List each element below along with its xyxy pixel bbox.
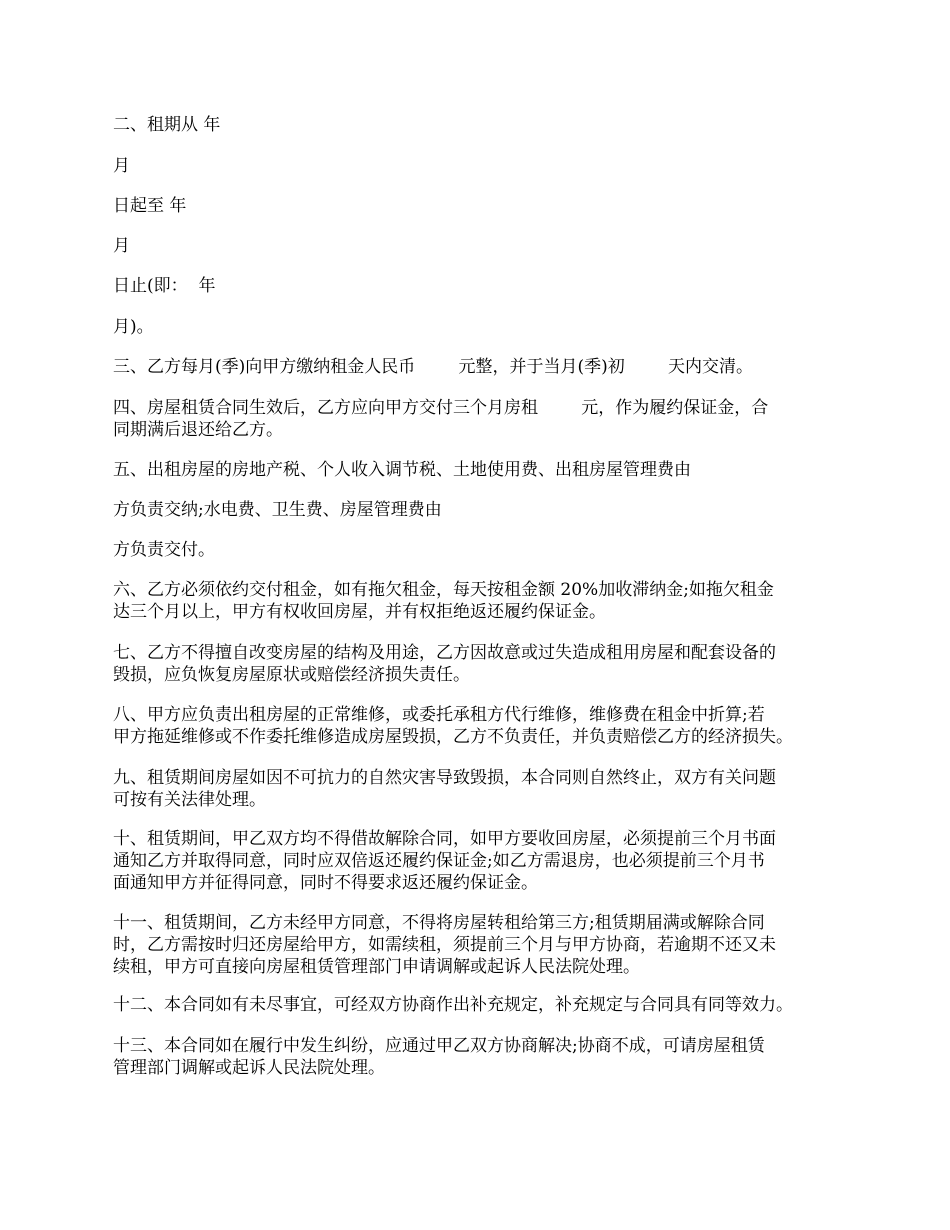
clause-3-rent-payment: [113, 356, 853, 378]
text-line: 十二、本合同如有未尽事宜，可经双方协商作出补充规定，补充规定与合同具有同等效力。: [113, 995, 793, 1015]
clause-6-late-payment: [113, 579, 853, 623]
text-line: 六、乙方必须依约交付租金，如有拖欠租金，每天按租金额 20%加收滞纳金;如拖欠租金: [113, 580, 774, 600]
clause-2-lease-term-start: [113, 114, 853, 136]
text-line: 面通知甲方并征得同意，同时不得要求返还履约保证金。: [113, 873, 538, 893]
text-line: 八、甲方应负责出租房屋的正常维修，或委托承租方代行维修，维修费在租金中折算;若: [113, 705, 765, 725]
text-line: 日起至 年: [113, 196, 187, 216]
clause-5-taxes-fees: [113, 459, 853, 481]
text-line: 五、出租房屋的房地产税、个人收入调节税、土地使用费、出租房屋管理费由: [113, 460, 691, 480]
clause-5-payment-party: [113, 539, 853, 561]
clause-9-force-majeure: [113, 767, 853, 811]
clause-8-maintenance: [113, 704, 853, 748]
text-line: 四、房屋租赁合同生效后，乙方应向甲方交付三个月房租 元，作为履约保证金，合: [113, 398, 769, 418]
text-line: 月: [113, 156, 130, 176]
text-line: 方负责交纳;水电费、卫生费、房屋管理费由: [113, 500, 442, 520]
clause-2-lease-term-end: [113, 195, 853, 217]
text-line: 同期满后退还给乙方。: [113, 420, 283, 440]
text-line: 十、租赁期间，甲乙双方均不得借故解除合同，如甲方要收回房屋，必须提前三个月书面: [113, 829, 776, 849]
text-line: 方负责交付。: [113, 540, 215, 560]
text-line: 通知乙方并取得同意，同时应双倍返还履约保证金;如乙方需退房，也必须提前三个月书: [113, 851, 765, 871]
clause-11-sublease-renewal: [113, 912, 853, 978]
text-line: 续租，甲方可直接向房屋租赁管理部门申请调解或起诉人民法院处理。: [113, 957, 640, 977]
clause-13-disputes: [113, 1035, 853, 1079]
text-line: 七、乙方不得擅自改变房屋的结构及用途，乙方因故意或过失造成租用房屋和配套设备的: [113, 643, 776, 663]
text-line: 二、租期从 年: [113, 115, 221, 135]
clause-4-security-deposit: [113, 397, 853, 441]
text-line: 时，乙方需按时归还房屋给甲方，如需续租，须提前三个月与甲方协商，若逾期不还又未: [113, 935, 776, 955]
clause-5-utilities: [113, 499, 853, 521]
clause-2-duration: [113, 275, 853, 297]
text-line: 九、租赁期间房屋如因不可抗力的自然灾害导致毁损，本合同则自然终止，双方有关问题: [113, 768, 776, 788]
text-line: 甲方拖延维修或不作委托维修造成房屋毁损，乙方不负责任，并负责赔偿乙方的经济损失。: [113, 727, 793, 747]
text-line: 管理部门调解或起诉人民法院处理。: [113, 1058, 385, 1078]
text-line: 十三、本合同如在履行中发生纠纷，应通过甲乙双方协商解决;协商不成，可请房屋租赁: [113, 1036, 765, 1056]
clause-7-structure-changes: [113, 642, 853, 686]
clause-2-duration-months: [113, 316, 853, 338]
text-line: 可按有关法律处理。: [113, 790, 266, 810]
clause-2-month-1: [113, 155, 853, 177]
clause-10-termination: [113, 828, 853, 894]
text-line: 月: [113, 236, 130, 256]
text-line: 十一、租赁期间，乙方未经甲方同意，不得将房屋转租给第三方;租赁期届满或解除合同: [113, 913, 765, 933]
text-line: 毁损，应负恢复房屋原状或赔偿经济损失责任。: [113, 665, 470, 685]
text-line: 日止(即： 年: [113, 276, 216, 296]
clause-12-supplementary: [113, 994, 853, 1016]
text-line: 达三个月以上，甲方有权收回房屋，并有权拒绝返还履约保证金。: [113, 602, 606, 622]
clause-2-month-2: [113, 235, 853, 257]
text-line: 三、乙方每月(季)向甲方缴纳租金人民币 元整，并于当月(季)初 天内交清。: [113, 357, 753, 377]
text-line: 月)。: [113, 317, 154, 337]
